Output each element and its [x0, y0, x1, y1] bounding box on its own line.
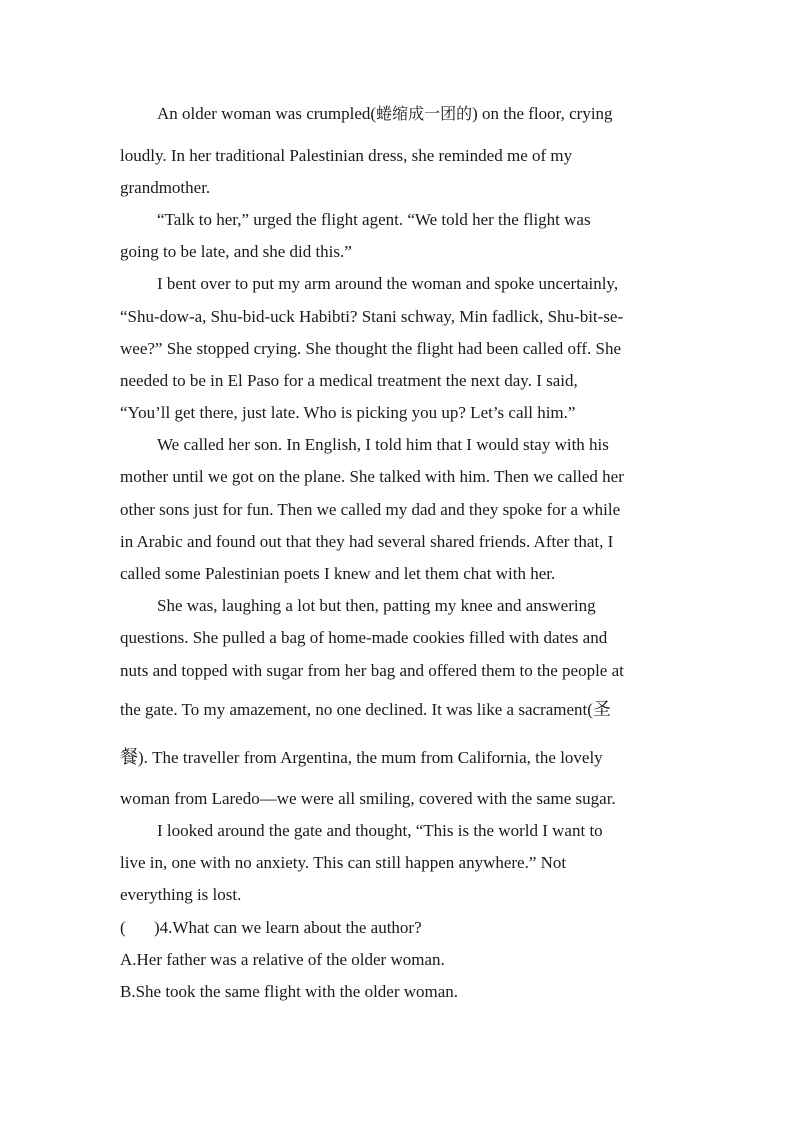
- question-4: [120, 917, 422, 939]
- passage-line-19: [120, 699, 611, 721]
- passage-line-11: We called her son. In English, I told him that I would stay with his: [157, 435, 609, 454]
- passage-line-7: “Shu-dow-a, Shu-bid-uck Habibti? Stani schway, Min fadlick, Shu-bit-se-: [120, 307, 624, 326]
- passage-line-16: She was, laughing a lot but then, patting my knee and answering: [157, 596, 596, 615]
- chinese-gloss-sacrament-part-2: 餐: [120, 747, 138, 768]
- passage-line-15: called some Palestinian poets I knew and let them chat with her.: [120, 564, 556, 583]
- passage-line-18: nuts and topped with sugar from her bag and offered them to the people at: [120, 661, 624, 680]
- passage-line-1: [157, 103, 613, 125]
- passage-line-20: [120, 747, 603, 769]
- passage-line-17: questions. She pulled a bag of home-made cookies filled with dates and: [120, 628, 608, 647]
- passage-line-19-text: the gate. To my amazement, no one declined. It was like a sacrament(: [120, 700, 593, 719]
- answer-paren-open: (: [120, 918, 126, 937]
- passage-line-6: I bent over to put my arm around the woman and spoke uncertainly,: [157, 274, 619, 293]
- passage-line-5: going to be late, and she did this.”: [120, 242, 352, 261]
- passage-line-1-part-a: An older woman was crumpled(: [157, 104, 377, 123]
- passage-line-8: wee?” She stopped crying. She thought the flight had been called off. She: [120, 339, 622, 358]
- option-a: A.Her father was a relative of the older woman.: [120, 950, 445, 969]
- passage-line-13: other sons just for fun. Then we called my dad and they spoke for a while: [120, 500, 621, 519]
- passage-line-3: grandmother.: [120, 178, 211, 197]
- passage-line-24: everything is lost.: [120, 885, 242, 904]
- chinese-gloss-crumpled: 蜷缩成一团的: [376, 104, 473, 123]
- passage-line-1-part-b: ) on the floor, crying: [472, 104, 613, 123]
- option-b: B.She took the same flight with the older woman.: [120, 982, 459, 1001]
- answer-paren-close: ): [154, 918, 160, 937]
- question-text: 4.What can we learn about the author?: [159, 918, 422, 937]
- passage-line-10: “You’ll get there, just late. Who is picking you up? Let’s call him.”: [120, 403, 576, 422]
- passage-line-4: “Talk to her,” urged the flight agent. “We told her the flight was: [157, 210, 591, 229]
- passage-line-23: live in, one with no anxiety. This can still happen anywhere.” Not: [120, 853, 567, 872]
- passage-line-14: in Arabic and found out that they had several shared friends. After that, I: [120, 532, 614, 551]
- passage-line-21: woman from Laredo—we were all smiling, covered with the same sugar.: [120, 789, 616, 808]
- passage-line-20-text: ). The traveller from Argentina, the mum from California, the lovely: [138, 748, 603, 767]
- passage-line-12: mother until we got on the plane. She talked with him. Then we called her: [120, 467, 624, 486]
- passage-line-22: I looked around the gate and thought, “This is the world I want to: [157, 821, 603, 840]
- passage-line-2: loudly. In her traditional Palestinian dress, she reminded me of my: [120, 146, 573, 165]
- chinese-gloss-sacrament-part-1: 圣: [592, 699, 611, 720]
- passage-line-9: needed to be in El Paso for a medical treatment the next day. I said,: [120, 371, 578, 390]
- answer-blank: [120, 917, 154, 939]
